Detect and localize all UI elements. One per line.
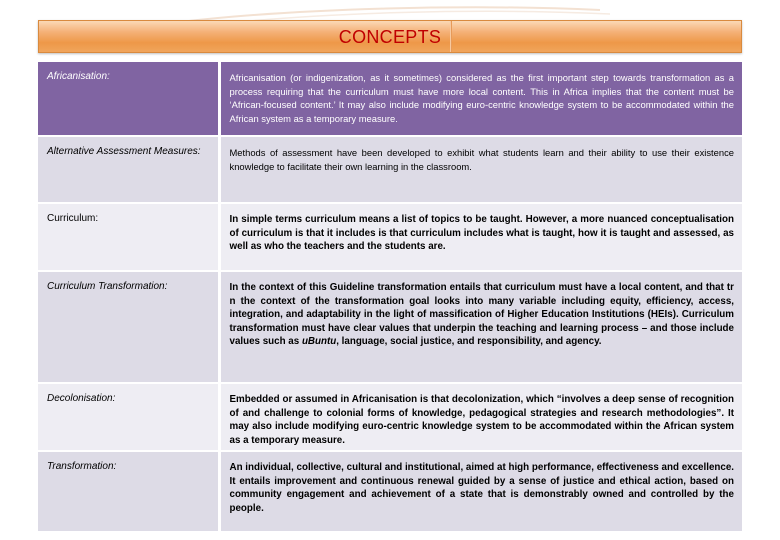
table-row-africanisation <box>38 61 742 136</box>
concepts-table <box>38 60 742 531</box>
definition-text: Africanisation (or indigenization, as it sometimes) considered as the first important step towards transformation as a process requiring that the curriculum must have more local content. This in Africa implies that the content must be ‘African-focused content.’ It may also include modifying euro-centric knowledge system to be accommodated within the African system as a temporary measure. <box>229 72 734 124</box>
definition-text <box>230 281 735 349</box>
definition-emphasis: uBuntu <box>301 336 337 347</box>
table-row-curriculum-transformation <box>38 271 742 383</box>
table-row-decolonisation <box>38 383 742 451</box>
term-label: Decolonisation: <box>47 393 116 404</box>
title-divider <box>450 21 452 52</box>
definition-text-part: , language, social justice, and responsibility, and agency. <box>336 336 602 347</box>
definition-text: Embedded or assumed in Africanisation is that decolonization, which “involves a deep sense of recognition of and challenge to colonial forms of knowledge, pedagogical strategies and research methodologies”. It may also include modifying euro-centric knowledge system to be accommodated within the African system as a temporary measure. <box>229 394 734 446</box>
table-row-alternative-assessment <box>38 136 742 203</box>
definition-text: An individual, collective, cultural and institutional, aimed at high performance, effectiveness and excellence. It entails improvement and continuous renewal guided by a sense of justice and ethical action, based on community engagement and achievement of a state that is demonstrably owned and controlled by the people. <box>229 462 734 514</box>
term-label: Curriculum Transformation: <box>47 281 168 292</box>
table-row-curriculum <box>38 203 742 271</box>
term-label: Transformation: <box>47 461 117 472</box>
definition-text-part: In the context of this Guideline transformation entails that curriculum must have a local content, and that tr n the context of the transformation goal looks into many variable including equity, efficiency, access, integration, and adaptability in the light of massification of Higher Education Institutions (HEIs). Curriculum transformation must have clear values that underpin the teaching and learning process – and those include values such as <box>229 282 734 347</box>
definition-text: Methods of assessment have been developed to exhibit what students learn and their ability to use their existence knowledge to facilitate their own learning in the classroom. <box>229 147 734 172</box>
term-label: Curriculum: <box>47 213 99 224</box>
term-label: Africanisation: <box>47 71 110 82</box>
title-banner <box>38 20 742 53</box>
definition-text: In simple terms curriculum means a list of topics to be taught. However, a more nuanced conceptualisation of curriculum is that it includes is that curriculum includes what is taught, how it is taught and assessed, as well as who the teachers and the students are. <box>229 214 734 252</box>
term-label: Alternative Assessment Measures: <box>47 146 201 157</box>
page-title: CONCEPTS <box>338 27 442 47</box>
table-row-transformation <box>38 451 742 531</box>
